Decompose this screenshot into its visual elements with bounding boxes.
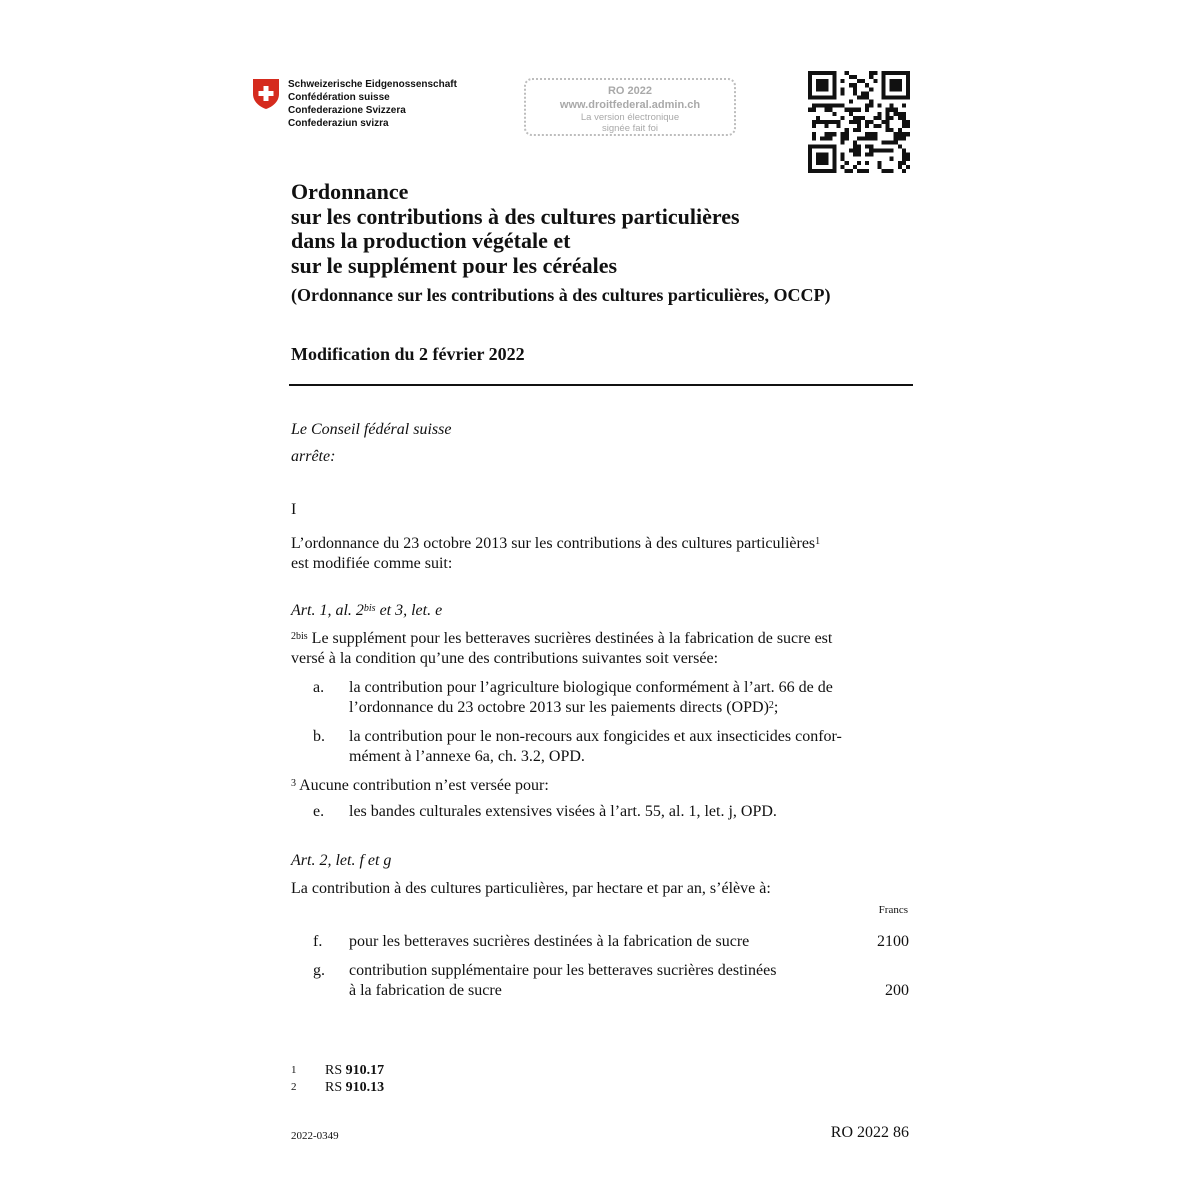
- preamble-line-1: Le Conseil fédéral suisse: [291, 421, 452, 438]
- gov-line-de: Schweizerische Eidgenossenschaft: [288, 79, 457, 90]
- footnote-2: 2 RS 910.13: [291, 1080, 385, 1095]
- art1-heading: Art. 1, al. $2^{bis}$ et 3, let. e: [291, 602, 443, 619]
- list-item-f: f. pour les betteraves sucrières destinées à la fabrication de sucre: [313, 933, 750, 950]
- value-g: 200: [885, 982, 909, 999]
- stamp-line-1: RO 2022: [607, 85, 653, 97]
- preamble: [291, 416, 451, 470]
- list-item-b: b. la contribution pour le non-recours aux fongicides et aux insecticides confor- mément à l’annexe 6a, ch. 3.2, OPD.: [313, 728, 842, 765]
- intro-line-2: est modifiée comme suit:: [291, 555, 453, 572]
- footnote-ref-2: 2: [768, 700, 774, 711]
- short-title: (Ordonnance sur les contributions à des cultures particulières, OCCP): [291, 285, 831, 305]
- document-title: [291, 180, 740, 278]
- section-numeral: I: [291, 501, 297, 518]
- art1-para-2bis: $^{2bis}$ Le supplément pour les betteraves sucrières destinées à la fabrication de sucre est versé à la condition qu’une des contributions suivantes soit versée:: [291, 630, 833, 667]
- art1-para-3: $^3$ Aucune contribution n’est versée pour:: [291, 777, 549, 794]
- modification-date: Modification du 2 février 2022: [291, 344, 525, 364]
- title-divider: [289, 384, 913, 386]
- gov-line-it: Confederazione Svizzera: [288, 105, 406, 116]
- footnote-ref-1: 1: [815, 536, 821, 547]
- list-item-g: g. contribution supplémentaire pour les betteraves sucrières destinées à la fabrication de sucre: [313, 962, 777, 999]
- swiss-shield-icon: [252, 78, 280, 110]
- footnotes: [291, 1062, 384, 1096]
- column-header-francs: Francs: [878, 904, 908, 916]
- government-names: [288, 78, 457, 130]
- art2-heading: Art. 2, let. f et g: [291, 852, 392, 869]
- preamble-line-2: arrête:: [291, 448, 336, 465]
- federal-logo: [252, 78, 457, 130]
- para-mark-2bis: 2bis: [291, 631, 308, 642]
- section-intro: [291, 534, 820, 574]
- gov-line-rm: Confederaziun svizra: [288, 118, 389, 129]
- value-f: 2100: [877, 933, 909, 950]
- title-line-1: Ordonnance: [291, 179, 409, 204]
- list-item-e: e. les bandes culturales extensives visées à l’art. 55, al. 1, let. j, OPD.: [313, 803, 777, 820]
- stamp-line-4: signée fait foi: [602, 123, 658, 134]
- footnote-1: 1 RS 910.17: [291, 1063, 385, 1078]
- title-line-3: dans la production végétale et: [291, 228, 571, 253]
- qr-code-icon: [808, 71, 910, 173]
- page-reference: RO 2022 86: [830, 1124, 909, 1141]
- intro-line-1: L’ordonnance du 23 octobre 2013 sur les contributions à des cultures particulières: [291, 535, 816, 552]
- gov-line-fr: Confédération suisse: [288, 92, 390, 103]
- list-item-a: a. la contribution pour l’agriculture biologique conformément à l’art. 66 de de l’ordonnance du 23 octobre 2013 sur les paiements directs (OPD)$^2$;: [313, 679, 833, 716]
- stamp-line-3: La version électronique: [580, 112, 680, 123]
- electronic-signature-stamp: [524, 78, 736, 136]
- title-line-2: sur les contributions à des cultures particulières: [291, 203, 740, 229]
- title-line-4: sur le supplément pour les céréales: [291, 252, 618, 278]
- stamp-line-2: www.droitfederal.admin.ch: [559, 99, 701, 111]
- art2-intro: La contribution à des cultures particulières, par hectare et par an, s’élève à:: [291, 880, 771, 897]
- document-number: 2022-0349: [291, 1130, 339, 1142]
